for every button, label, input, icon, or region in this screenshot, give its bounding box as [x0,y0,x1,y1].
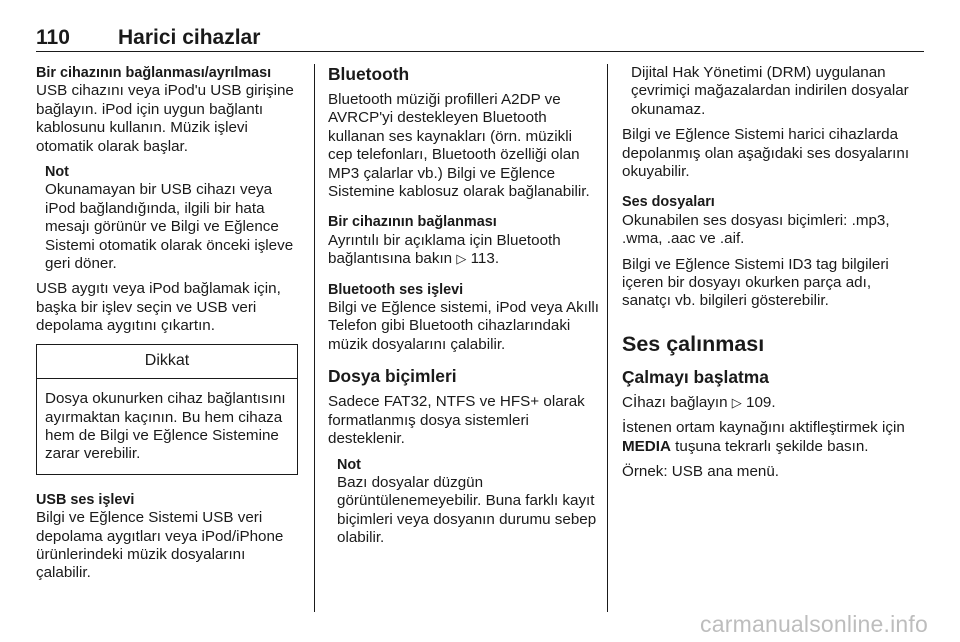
note-continuation: Dijital Hak Yönetimi (DRM) uygulanan çevrimiçi mağazalardan indirilen dosyalar okunamaz. [631,64,909,118]
paragraph [328,232,600,269]
paragraph: USB cihazını veya iPod'u USB girişine bağlayın. iPod için uygun bağlantı kablosunu kullanın. Müzik işlevi otomatik olarak başlar. [36,82,294,155]
page-reference[interactable]: 113. [470,250,500,268]
column-right [622,64,922,489]
watermark: carmanualsonline.info [700,611,928,637]
note-text: Bazı dosyalar düzgün görüntülenemeyebilir. Buna farklı kayıt biçimleri veya dosyanın durumu sebep olabilir. [337,473,597,547]
section-heading: Bir cihazının bağlanması/ayrılması [36,65,272,81]
note-label: Not [337,456,361,473]
section-title: Çalmayı başlatma [622,366,769,387]
page-number: 110 [36,26,70,49]
section-heading: Ses dosyaları [622,194,715,211]
paragraph-text: tuşuna tekrarlı şekilde basın. [675,437,869,455]
column-left [36,64,302,590]
page-reference-arrow-icon: ▷ [456,251,467,267]
paragraph: Bilgi ve Eğlence Sistemi ID3 tag bilgileri içeren bir dosyayı okurken parça adı, sanatçı vb. bilgileri gösterebilir. [622,255,889,310]
paragraph-text: Ayrıntılı bir açıklama için Bluetooth bağlantısına bakın [328,231,561,268]
caution-title: Dikkat [37,345,297,379]
caution-text: Dosya okunurken cihaz bağlantısını ayırmaktan kaçının. Bu hem cihaza hem de Bilgi ve Eğlence Sistemine zarar verebilir. [45,390,286,463]
paragraph-text: Cİhazı bağlayın [622,393,728,411]
column-divider [314,64,315,612]
paragraph: Örnek: USB ana menü. [622,463,780,481]
paragraph: Bilgi ve Eğlence sistemi, iPod veya Akıllı Telefon gibi Bluetooth cihazlarındaki müzik dosyalarını çalabilir. [328,299,599,353]
note-text: Okunamayan bir USB cihazı veya iPod bağlandığında, ilgili bir hata mesajı görünür ve Bilgi ve Eğlence Sistemi otomatik olarak önceki işleve geri döner. [45,181,294,273]
paragraph: Bluetooth müziği profilleri A2DP ve AVRCP'yi destekleyen Bluetooth kullanan ses kaynakları (örn. müzikli cep telefonları, Bluetooth özelliği olan MP3 çalarlar vb.) Bilgi ve Eğlence Sistemine kablosuz olarak bağlanabilir. [328,91,590,201]
caution-box [36,344,298,475]
page-reference-arrow-icon: ▷ [731,394,742,410]
section-title: Bluetooth [328,64,410,84]
note-label: Not [45,164,69,181]
paragraph: USB aygıtı veya iPod bağlamak için, başka bir işlev seçin ve USB veri depolama aygıtını çıkartın. [36,280,281,335]
page-reference[interactable]: 109. [746,393,776,411]
paragraph: Sadece FAT32, NTFS ve HFS+ olarak formatlanmış dosya sistemleri desteklenir. [328,393,585,448]
media-key-label: MEDIA [622,437,671,455]
paragraph: Bilgi ve Eğlence Sistemi USB veri depolama aygıtları veya iPod/iPhone ürünlerindeki müzik dosyalarını çalabilir. [36,509,284,582]
section-title: Dosya biçimleri [328,366,457,387]
note-block [36,163,302,273]
section-heading: Bluetooth ses işlevi [328,281,464,298]
paragraph: Okunabilen ses dosyası biçimleri: .mp3, .wma, .aac ve .aif. [622,211,890,248]
paragraph [622,394,922,412]
page-header [36,26,924,52]
paragraph: Bilgi ve Eğlence Sistemi harici cihazlarda depolanmış olan aşağıdaki ses dosyalarını okuyabilir. [622,126,910,181]
column-middle [328,64,600,555]
page-title: Harici cihazlar [118,26,261,49]
section-heading: Bir cihazının bağlanması [328,214,497,231]
section-heading: USB ses işlevi [36,491,135,508]
column-divider [607,64,608,612]
chapter-title: Ses çalınması [622,331,765,356]
paragraph-text: İstenen ortam kaynağını aktifleştirmek için [622,419,905,437]
note-block [328,456,600,548]
paragraph [622,419,922,456]
